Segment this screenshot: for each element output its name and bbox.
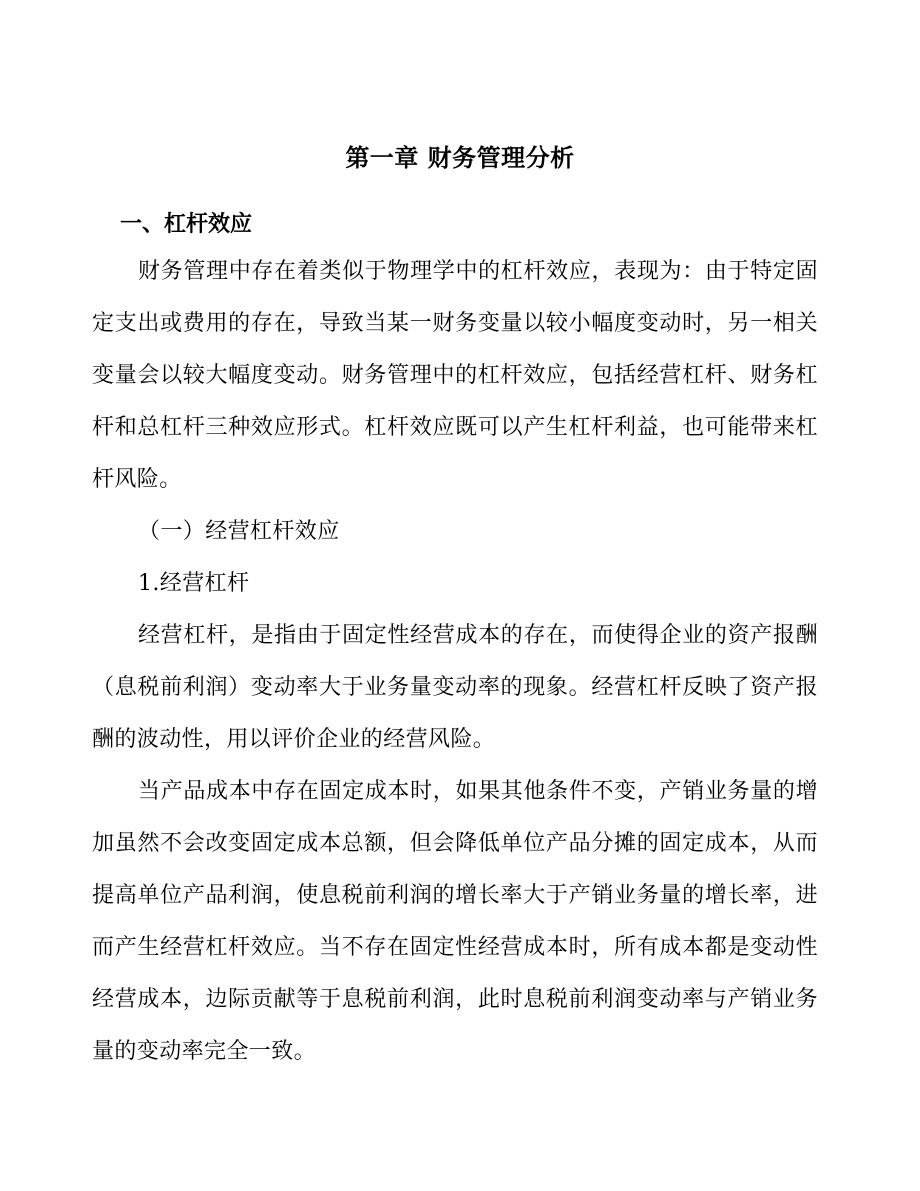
operating-leverage-explanation-paragraph: 当产品成本中存在固定成本时，如果其他条件不变，产销业务量的增加虽然不会改变固定成本总额，但会降低单位产品分摊的固定成本，从而提高单位产品利润，使息税前利润的增长率大于产销业务量的增长率，进而产生经营杠杆效应。当不存在固定性经营成本时，所有成本都是变动性经营成本，边际贡献等于息税前利润，此时息税前利润变动率与产销业务量的变动率完全一致。	[92, 779, 818, 1064]
section-heading-leverage-effect: 一、杠杆效应	[120, 212, 253, 237]
subsection-heading-operating-leverage-effect: （一）经营杠杆效应	[138, 519, 340, 544]
intro-paragraph: 财务管理中存在着类似于物理学中的杠杆效应，表现为：由于特定固定支出或费用的存在，导致当某一财务变量以较小幅度变动时，另一相关变量会以较大幅度变动。财务管理中的杠杆效应，包括经营杠杆、财务杠杆和总杠杆三种效应形式。杠杆效应既可以产生杠杆利益，也可能带来杠杆风险。	[92, 259, 818, 492]
item-heading-operating-leverage: 1.经营杠杆	[138, 571, 250, 596]
chapter-title: 第一章 财务管理分析	[345, 144, 575, 172]
operating-leverage-definition-paragraph: 经营杠杆，是指由于固定性经营成本的存在，而使得企业的资产报酬（息税前利润）变动率大于业务量变动率的现象。经营杠杆反映了资产报酬的波动性，用以评价企业的经营风险。	[92, 623, 818, 752]
